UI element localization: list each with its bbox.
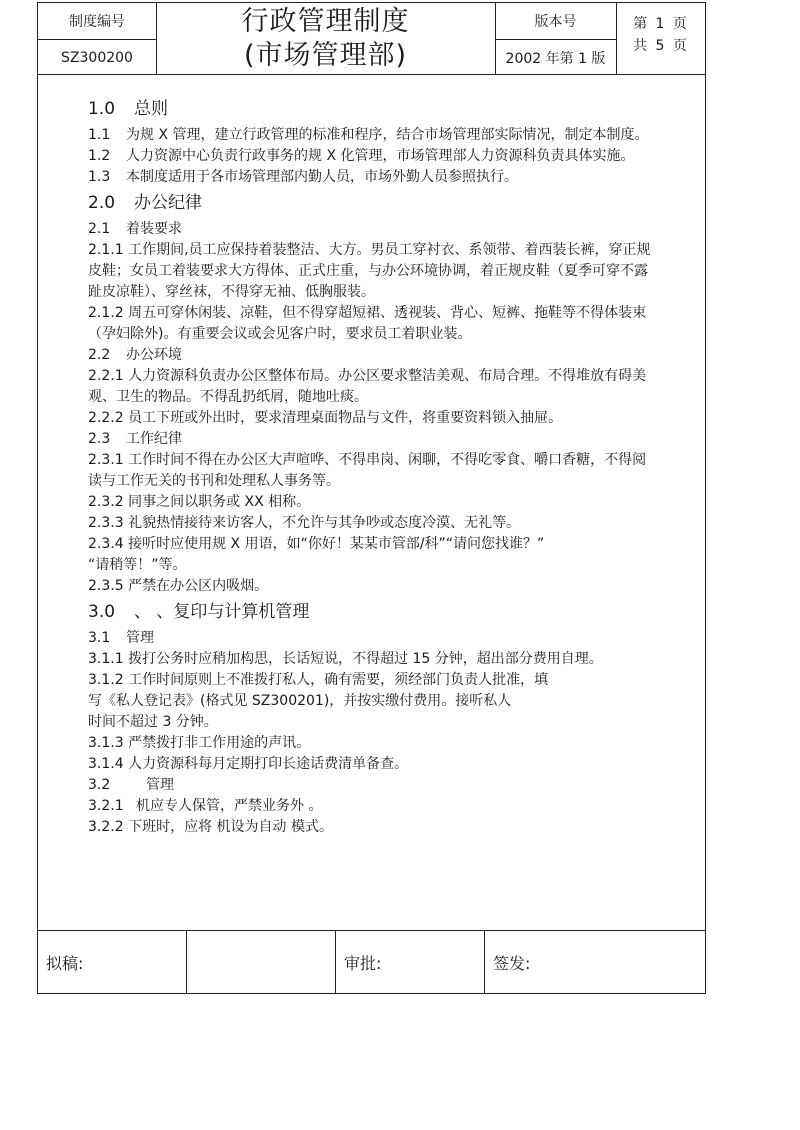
header-table bbox=[37, 2, 706, 75]
clause-text: 为规 X 管理，建立行政管理的标准和程序，结合市场管理部实际情况，制定本制度。 bbox=[126, 127, 649, 143]
clause-text: 人力资源中心负责行政事务的规 X 化管理，市场管理部人力资源科负责具体实施。 bbox=[126, 148, 635, 164]
paragraph: 3.1.1 拨打公务时应稍加构思，长话短说，不得超过 15 分钟，超出部分费用自理。 bbox=[88, 651, 603, 667]
clause-number: 2.3 bbox=[88, 431, 111, 447]
document-page bbox=[37, 2, 706, 993]
subsection-heading bbox=[88, 775, 658, 796]
page-current: 第 1 页 bbox=[633, 16, 689, 32]
draft-signature-cell bbox=[187, 931, 335, 993]
version-value: 2002 年第 1 版 bbox=[505, 50, 606, 67]
paragraph: 2.3.3 礼貌热情接待来访客人，不允许与其争吵或态度冷漠、无礼等。 bbox=[88, 515, 521, 531]
clause-number: 1.3 bbox=[88, 169, 111, 185]
paragraph: 3.1.3 严禁拨打非工作用途的声讯。 bbox=[88, 735, 311, 751]
paragraph bbox=[88, 146, 658, 167]
title-line-2: (市场管理部) bbox=[243, 40, 408, 71]
document-title bbox=[156, 3, 495, 75]
paragraph: 3.1.4 人力资源科每月定期打印长途话费清单备查。 bbox=[88, 756, 409, 772]
paragraph: 2.3.5 严禁在办公区内吸烟。 bbox=[88, 578, 269, 594]
paragraph: 2.1.2 周五可穿休闲装、凉鞋，但不得穿超短裙、透视装、背心、短裤、拖鞋等不得体装束（孕妇除外)。有重要会议或会见客户时，要求员工着职业装。 bbox=[88, 305, 647, 342]
paragraph: 2.2.1 人力资源科负责办公区整体布局。办公区要求整洁美观、布局合理。不得堆放有碍美观、卫生的物品。不得乱扔纸屑，随地吐痰。 bbox=[88, 368, 647, 405]
paragraph bbox=[88, 167, 658, 188]
clause-text: 着装要求 bbox=[126, 221, 182, 237]
clause-number: 3.1 bbox=[88, 630, 111, 646]
signoff-table bbox=[37, 930, 706, 994]
section-title: 总则 bbox=[134, 99, 168, 119]
code-label: 制度编号 bbox=[69, 14, 125, 30]
section-number: 2.0 bbox=[88, 193, 116, 213]
subsection-heading bbox=[88, 345, 658, 366]
clause-text: 办公环境 bbox=[126, 347, 182, 363]
version-label: 版本号 bbox=[534, 14, 577, 30]
paragraph: 时间不超过 3 分钟。 bbox=[88, 714, 218, 730]
issue-label: 签发: bbox=[493, 953, 531, 973]
page-total: 共 5 页 bbox=[633, 38, 689, 54]
title-line-1: 行政管理制度 bbox=[241, 6, 410, 37]
paragraph: 2.3.1 工作时间不得在办公区大声喧哗、不得串岗、闲聊，不得吃零食、嚼口香糖，不得阅读与工作无关的书刊和处理私人事务等。 bbox=[88, 452, 647, 489]
code-value: SZ300200 bbox=[61, 49, 133, 66]
clause-number: 2.1 bbox=[88, 221, 111, 237]
clause-number: 3.2 bbox=[88, 777, 111, 793]
draft-label: 拟稿: bbox=[46, 953, 84, 973]
clause-text: 本制度适用于各市场管理部内勤人员，市场外勤人员参照执行。 bbox=[126, 169, 518, 185]
paragraph: 写《私人登记表》(格式见 SZ300201)，并按实缴付费用。接听私人 bbox=[88, 693, 512, 709]
clause-number: 1.1 bbox=[88, 127, 111, 143]
paragraph: 2.3.4 接听时应使用规 X 用语，如“你好！某某市管部/科”“请问您找谁？” bbox=[88, 536, 545, 552]
section-number: 1.0 bbox=[88, 99, 116, 119]
paragraph bbox=[88, 125, 658, 146]
paragraph: 3.2.2 下班时，应将 机设为自动 模式。 bbox=[88, 819, 333, 835]
clause-number: 3.2.1 bbox=[88, 798, 124, 814]
paragraph: “请稍等！”等。 bbox=[88, 557, 187, 573]
section-heading bbox=[88, 191, 658, 215]
subsection-heading bbox=[88, 429, 658, 450]
section-number: 3.0 bbox=[88, 602, 116, 622]
paragraph: 3.1.2 工作时间原则上不准拨打私人，确有需要，须经部门负责人批准，填 bbox=[88, 672, 549, 688]
clause-text: 机应专人保管，严禁业务外 。 bbox=[136, 798, 323, 814]
header-divider-left bbox=[38, 39, 156, 40]
section-heading bbox=[88, 600, 658, 624]
section-title: 办公纪律 bbox=[134, 193, 202, 213]
paragraph: 2.2.2 员工下班或外出时，要求清理桌面物品与文件，将重要资料锁入抽屉。 bbox=[88, 410, 563, 426]
clause-text: 管理 bbox=[146, 777, 174, 793]
section-title: 、 、复印与计算机管理 bbox=[134, 602, 310, 622]
clause-text: 管理 bbox=[126, 630, 154, 646]
paragraph: 2.3.2 同事之间以职务或 XX 相称。 bbox=[88, 494, 311, 510]
clause-number: 2.2 bbox=[88, 347, 111, 363]
section-heading bbox=[88, 97, 658, 121]
clause-text: 工作纪律 bbox=[126, 431, 182, 447]
subsection-heading bbox=[88, 628, 658, 649]
paragraph: 2.1.1 工作期间,员工应保持着装整洁、大方。男员工穿衬衣、系领带、着西装长裤，穿正规皮鞋；女员工着装要求大方得体、正式庄重，与办公环境协调，着正规皮鞋（夏季可穿不露趾皮凉鞋）、穿丝袜，不得穿无袖、低胸服装。 bbox=[88, 242, 651, 300]
body-frame bbox=[37, 74, 706, 931]
page-info bbox=[616, 13, 706, 57]
document-content bbox=[88, 94, 658, 838]
subsection-heading bbox=[88, 219, 658, 240]
approve-label: 审批: bbox=[344, 953, 382, 973]
clause-number: 1.2 bbox=[88, 148, 111, 164]
paragraph bbox=[88, 796, 658, 817]
